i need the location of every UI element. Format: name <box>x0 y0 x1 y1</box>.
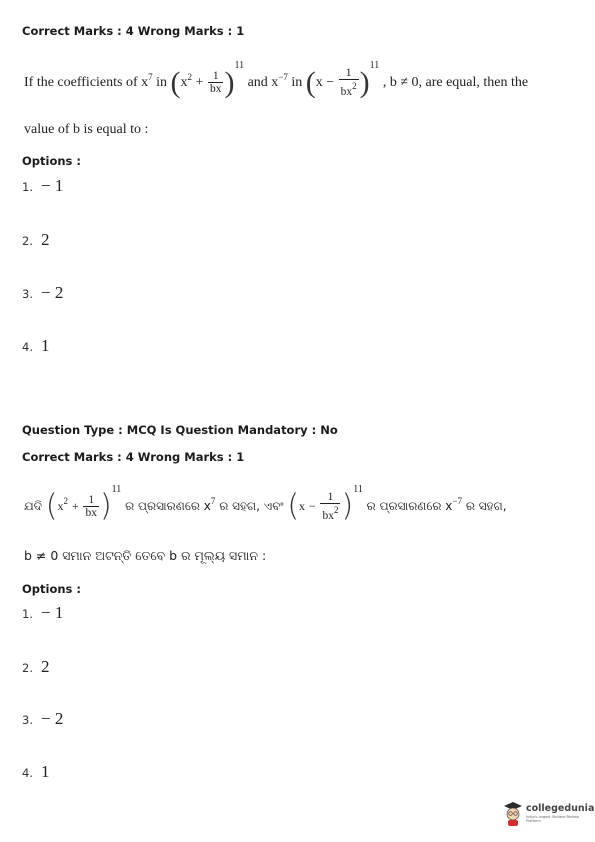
odia-text: ର ସହଗ, ଏବଂ <box>219 499 284 513</box>
odia-text: ର ସହଗ, <box>465 499 507 513</box>
exponent: 2 <box>63 496 68 506</box>
question-text-line1 <box>24 60 528 98</box>
exponent: 11 <box>353 484 363 495</box>
option-3[interactable] <box>22 283 63 303</box>
option-number: 1. <box>22 607 33 621</box>
question-text-odia-line2: b ≠ 0 ସମାନ ଅଟନ୍ତି ତେବେ b ର ମୂଲ୍ୟ ସମାନ : <box>24 548 267 563</box>
fraction-denominator: $bx^2$ <box>340 81 357 99</box>
option-2[interactable] <box>22 657 49 677</box>
marks-info: Correct Marks : 4 Wrong Marks : 1 <box>22 24 245 38</box>
fraction <box>339 67 359 98</box>
option-1[interactable] <box>22 176 63 196</box>
options-label: Options : <box>22 154 81 168</box>
option-3[interactable] <box>22 709 63 729</box>
right-paren: ) <box>99 488 112 524</box>
question-text: and x <box>247 75 279 90</box>
option-4[interactable] <box>22 336 49 356</box>
fraction-numerator: 1 <box>320 491 340 504</box>
math-var: x <box>299 499 306 513</box>
fraction-numerator: 1 <box>208 70 224 83</box>
option-number: 4. <box>22 766 33 780</box>
odia-text: ର ପ୍ରସାରଣରେ x <box>125 499 211 513</box>
option-number: 3. <box>22 713 33 727</box>
question-text: If the coefficients of x <box>24 75 149 90</box>
option-1[interactable] <box>22 603 63 623</box>
exponent: 11 <box>234 60 245 71</box>
option-number: 3. <box>22 287 33 301</box>
option-value: − 2 <box>40 283 64 302</box>
math-op: − <box>308 499 316 513</box>
odia-text: ଯଦି <box>24 499 42 513</box>
fraction <box>320 491 340 522</box>
left-paren: ( <box>45 488 58 524</box>
exponent: 11 <box>111 484 122 495</box>
option-value: − 2 <box>40 709 64 728</box>
exponent: 7 <box>148 72 153 82</box>
fraction <box>208 70 224 95</box>
left-bracket: ( <box>287 488 300 524</box>
option-number: 2. <box>22 661 33 675</box>
right-bracket: ) <box>341 488 354 524</box>
fraction-denominator: $bx^2$ <box>322 505 339 522</box>
collegedunia-logo[interactable] <box>502 800 595 828</box>
question-text-odia-line1 <box>24 484 507 522</box>
logo-tagline: India's largest Student Review Platform <box>526 815 580 823</box>
fraction-denominator: bx <box>209 83 222 96</box>
math-var: x <box>180 75 188 90</box>
fraction-denominator: bx <box>85 507 97 519</box>
left-bracket: ( <box>305 65 316 99</box>
option-value: − 1 <box>40 176 64 195</box>
exponent: 2 <box>187 72 193 82</box>
logo-wordmark: collegedunia <box>526 803 595 814</box>
option-2[interactable] <box>22 230 49 250</box>
exponent: 11 <box>369 60 380 71</box>
right-bracket: ) <box>359 65 370 99</box>
question-text-line2: value of b is equal to : <box>24 122 149 137</box>
left-paren: ( <box>170 65 181 99</box>
option-value: 2 <box>40 657 50 676</box>
question-type-info: Question Type : MCQ Is Question Mandatory : No <box>22 423 338 437</box>
mascot-icon <box>502 800 524 826</box>
marks-info: Correct Marks : 4 Wrong Marks : 1 <box>22 450 245 464</box>
option-value: 1 <box>40 336 50 355</box>
option-value: 1 <box>40 762 50 781</box>
option-4[interactable] <box>22 762 49 782</box>
question-text: , b ≠ 0, are equal, then the <box>382 75 529 90</box>
exponent: −7 <box>452 496 462 506</box>
options-label: Options : <box>22 582 81 596</box>
math-op: + <box>71 499 79 513</box>
option-value: − 1 <box>40 603 64 622</box>
math-op: + <box>195 75 204 90</box>
question-text: in <box>156 75 168 90</box>
exponent: −7 <box>278 72 288 82</box>
fraction-numerator: 1 <box>83 494 99 507</box>
math-var: x <box>315 75 323 90</box>
option-number: 1. <box>22 180 33 194</box>
math-op: − <box>326 75 335 90</box>
math-var: x <box>57 499 64 513</box>
exponent: 7 <box>210 496 216 506</box>
option-number: 2. <box>22 234 33 248</box>
odia-text: ର ପ୍ରସାରଣରେ x <box>366 499 453 513</box>
question-text: in <box>291 75 303 90</box>
fraction-numerator: 1 <box>339 67 359 80</box>
right-paren: ) <box>224 65 235 99</box>
option-number: 4. <box>22 340 33 354</box>
fraction <box>83 494 99 519</box>
option-value: 2 <box>40 230 50 249</box>
